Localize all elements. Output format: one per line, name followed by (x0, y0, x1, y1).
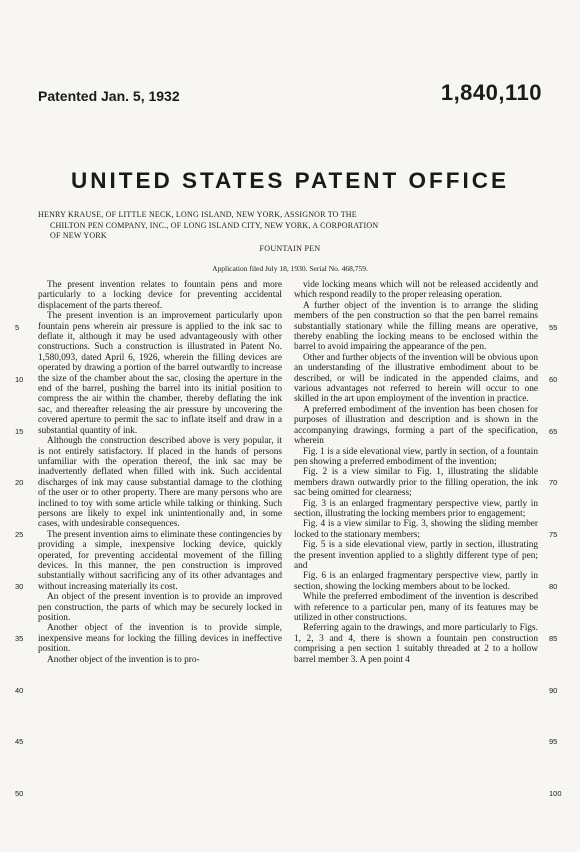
paragraph: Fig. 3 is an enlarged fragmentary perspective view, partly in section, illustrating the locking members prior to engagement; (294, 498, 538, 519)
paragraph: The present invention is an improvement particularly upon fountain pens wherein air pressure is applied to the ink sac to deflate it, although it may be used advantageously with other constructions. Such a construction is illustrated in Patent No. 1,580,093, dated April 6, 1926, wherein the filling devices are operated by drawing a portion of the barrel outwardly to increase the size of the chamber about the sac, closing the aperture in the end of the barrel, pushing the barrel into its initial position to compress the air within the chamber, thereby deflating the ink sac, and thereafter releasing the air pressure by uncovering the covered aperture to permit the sac to inflate itself and draw in a substantial quantity of ink. (38, 311, 282, 436)
line-number: 80 (549, 582, 558, 591)
paragraph: Another object of the invention is to provide simple, inexpensive means for locking the filling devices in ineffective position. (38, 623, 282, 655)
line-number: 10 (15, 374, 24, 384)
line-number: 55 (549, 323, 558, 332)
line-number: 25 (15, 530, 24, 540)
paragraph: Another object of the invention is to pro- (47, 654, 200, 665)
paragraph: The present invention relates to fountain pens and more particularly to a locking device for preventing accidental displacement of the parts thereof. (38, 280, 282, 311)
paragraph: An object of the present invention is to provide an improved pen construction, the parts of which may be securely locked in position. (38, 592, 282, 623)
paragraph: While the preferred embodiment of the invention is described with reference to a particular pen, many of its features may be utilized in other constructions. (294, 592, 538, 623)
line-number: 60 (549, 374, 558, 384)
line-number: 90 (549, 685, 558, 695)
line-number: 35 (15, 633, 24, 643)
line-number: 5 (15, 323, 20, 332)
office-title: UNITED STATES PATENT OFFICE (70, 168, 510, 193)
line-number: 100 (549, 789, 562, 799)
line-number: 45 (15, 737, 24, 747)
patent-number: 1,840,110 (440, 80, 542, 105)
paragraph: Although the construction described above is very popular, it is not entirely satisfactory. If placed in the hands of persons unfamiliar with the operation thereof, the ink sac may be inadvertently deflated when filled with ink. Such accidental discharges of ink may cause substantial damage to the clothing of the user or to other property. There are many persons who are inclined to toy with some article while talking or thinking. Such persons are likely to expel ink unintentionally and, in some cases, with undesirable consequences. (38, 436, 282, 530)
line-number: 15 (15, 426, 24, 436)
left-column (38, 280, 282, 665)
paragraph: A further object of the invention is to arrange the sliding members of the pen construction so that the pen barrel remains substantially stationary while the filling means are operative, thereby enabling the locking means to be enclosed within the barrel to avoid impairing the appearance of the pen. (294, 300, 538, 353)
line-number: 70 (549, 478, 558, 488)
assignment-line: CHILTON PEN COMPANY, INC., OF LONG ISLAND CITY, NEW YORK, A CORPORATION (50, 220, 379, 230)
right-column (294, 280, 538, 665)
line-number: 85 (549, 633, 558, 643)
paragraph: Fig. 4 is a view similar to Fig. 3, showing the sliding member locked to the stationary members; (294, 519, 538, 540)
patent-date: Patented Jan. 5, 1932 (38, 88, 180, 104)
paragraph: Fig. 2 is a view similar to Fig. 1, illustrating the slidable members drawn outwardly prior to the filling operation, the ink sac being omitted for clearness; (294, 467, 538, 499)
paragraph: Referring again to the drawings, and more particularly to Figs. 1, 2, 3 and 4, there is shown a fountain pen construction comprising a pen section 1 suitably threaded at 2 to a hollow barrel member 3. A pen point 4 (294, 623, 538, 665)
paragraph: vide locking means which will not be released accidently and which respond readily to the proper releasing operation. (294, 280, 538, 301)
line-number: 20 (15, 478, 24, 488)
paragraph: Other and further objects of the invention will be obvious upon an understanding of the illustrative embodiment about to be described, or will be indicated in the appended claims, and various advantages not referred to herein will occur to one skilled in the art upon employment of the invention in practice. (294, 352, 538, 405)
line-number: 75 (549, 530, 558, 540)
paragraph: Fig. 5 is a side elevational view, partly in section, illustrating the present invention applied to a slightly different type of pen; and (294, 540, 538, 571)
assignment-line: HENRY KRAUSE, OF LITTLE NECK, LONG ISLAND, NEW YORK, ASSIGNOR TO THE (38, 210, 357, 219)
filing-info: Application filed July 18, 1930. Serial No. 468,759. (212, 264, 368, 273)
line-number: 95 (549, 737, 558, 747)
line-number: 30 (15, 582, 24, 591)
subject-title: FOUNTAIN PEN (259, 244, 321, 253)
paragraph: The present invention aims to eliminate these contingencies by providing a simple, inexpensive locking device, quickly operated, for preventing accidental movement of the filling devices. In this manner, the pen construction is improved substantially without sacrificing any of its other advantages and without increasing materially its cost. (38, 529, 282, 592)
assignment-block (38, 210, 468, 242)
line-number: 65 (549, 426, 558, 436)
line-number: 50 (15, 789, 24, 799)
paragraph: A preferred embodiment of the invention has been chosen for purposes of illustration and description and is shown in the accompanying drawings, forming a part of the specification, wherein (294, 404, 538, 447)
assignment-line: OF NEW YORK (50, 231, 107, 240)
paragraph: Fig. 6 is an enlarged fragmentary perspective view, partly in section, showing the locking members about to be locked. (294, 571, 538, 592)
paragraph: Fig. 1 is a side elevational view, partly in section, of a fountain pen showing a preferred embodiment of the invention; (294, 446, 538, 467)
line-number: 40 (15, 685, 24, 695)
